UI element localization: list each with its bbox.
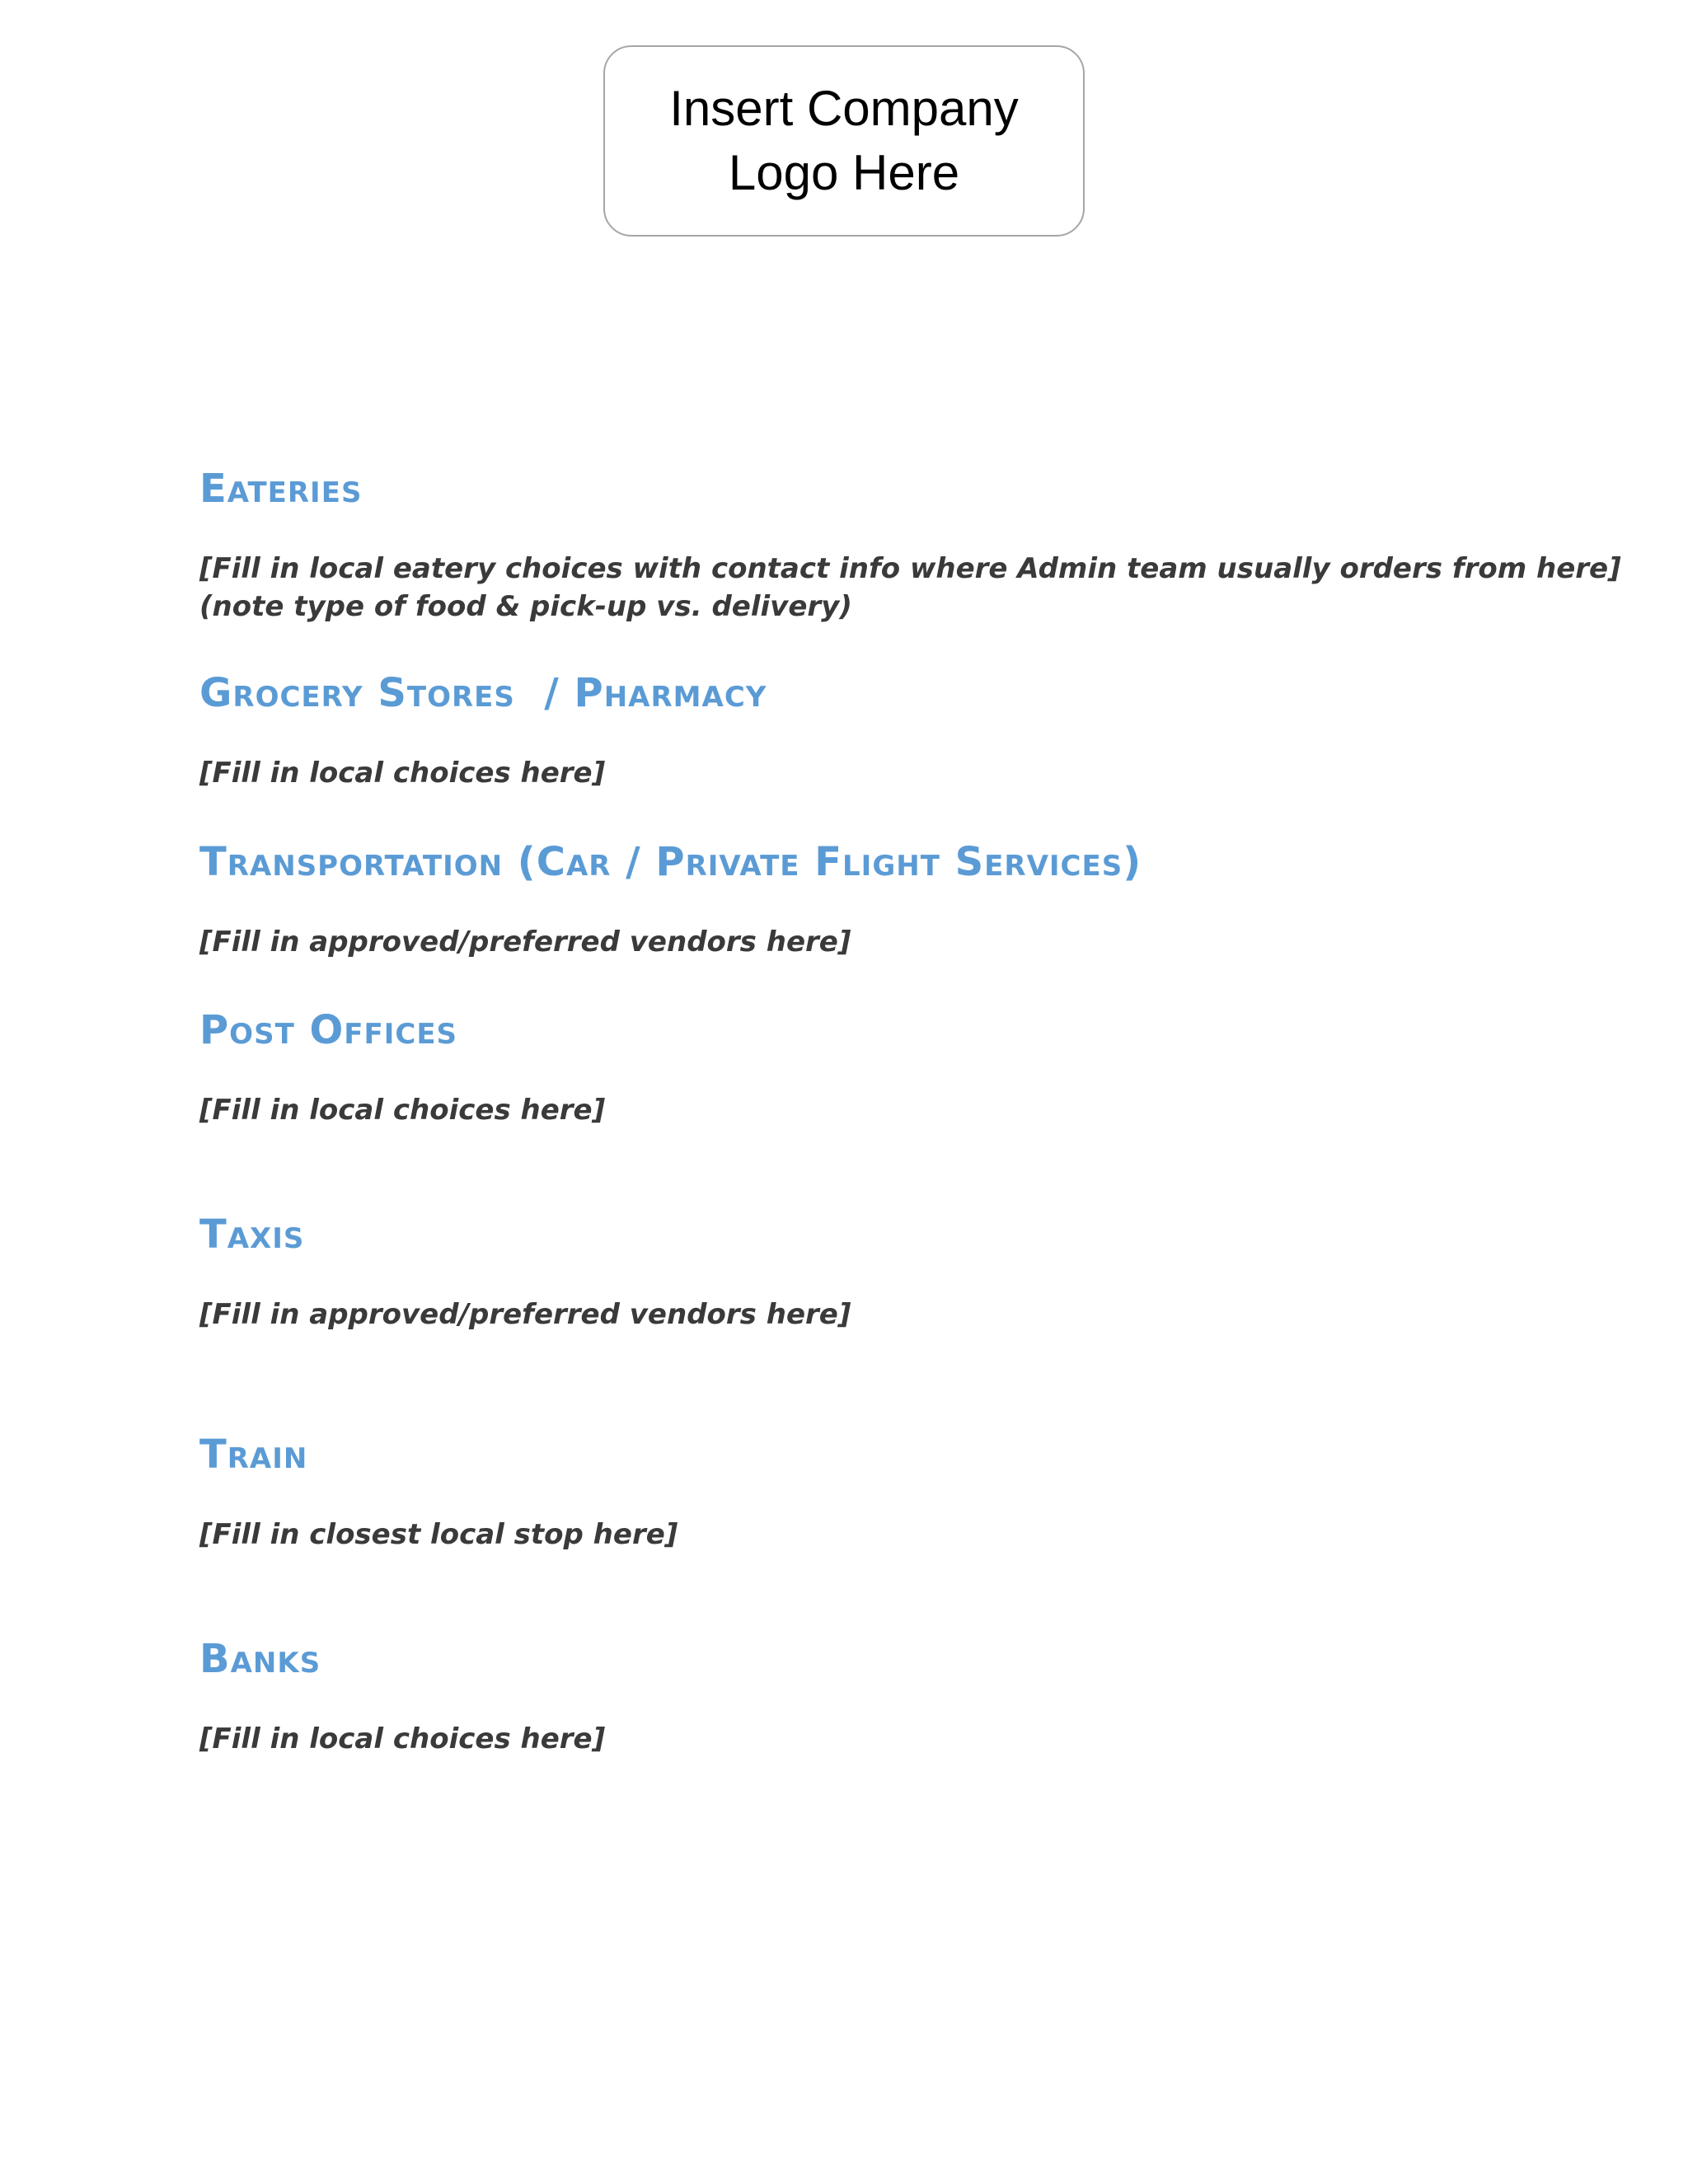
section-grocery-pharmacy — [199, 670, 1535, 792]
section-heading: Grocery Stores / Pharmacy — [199, 670, 767, 716]
section-heading: Transportation (Car / Private Flight Services) — [199, 839, 1142, 885]
section-text: [Fill in local eatery choices with contact info where Admin team usually orders from here] — [199, 552, 1621, 585]
section-text: [Fill in local choices here] — [199, 757, 606, 790]
section-text: [Fill in local choices here] — [199, 1094, 606, 1127]
section-heading: Post Offices — [199, 1007, 458, 1053]
section-text: [Fill in approved/preferred vendors here] — [199, 1298, 851, 1331]
logo-line-1: Insert Company — [669, 81, 1019, 136]
company-logo-placeholder — [603, 45, 1085, 237]
logo-placeholder-text — [638, 77, 1050, 205]
section-text: [Fill in local choices here] — [199, 1722, 606, 1755]
section-post-offices — [199, 1007, 1535, 1129]
section-heading: Train — [199, 1432, 308, 1478]
section-heading: Taxis — [199, 1212, 305, 1258]
section-text: (note type of food & pick-up vs. delivery) — [199, 590, 852, 623]
section-text: [Fill in approved/preferred vendors here] — [199, 926, 851, 958]
section-eateries — [199, 466, 1621, 626]
section-train — [199, 1432, 1535, 1554]
section-banks — [199, 1636, 1535, 1758]
section-taxis — [199, 1212, 1535, 1333]
section-text: [Fill in closest local stop here] — [199, 1518, 678, 1551]
section-heading: Banks — [199, 1636, 321, 1682]
section-transportation — [199, 839, 1535, 961]
section-heading: Eateries — [199, 466, 363, 512]
logo-line-2: Logo Here — [728, 145, 960, 200]
